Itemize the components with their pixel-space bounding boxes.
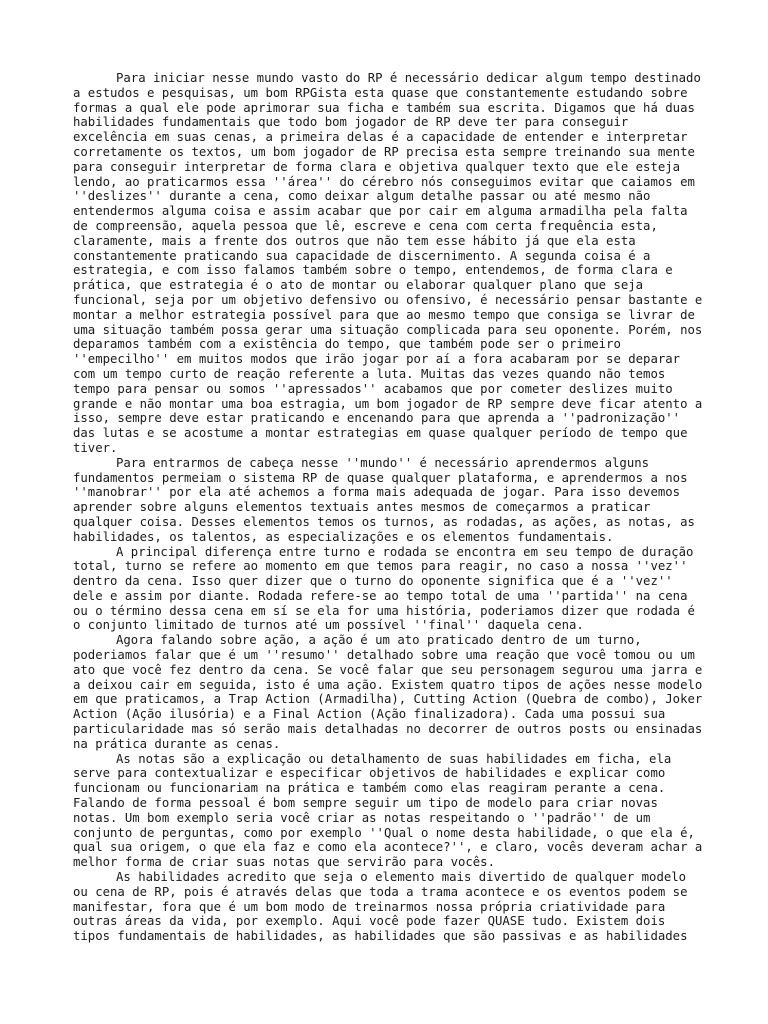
paragraph-fundamentals: Para entrarmos de cabeça nesse ''mundo'' é necessário aprendermos alguns fundamentos permeiam o sistema RP de quase qualquer plataforma, e aprendermos a nos ''manobrar'' por ela até achemos a forma mais adequada de jogar. Para isso devemos aprender sobre alguns elementos textuais antes mesmos de começarmos a praticar qualquer coisa. Desses elementos temos os turnos, as rodadas, as ações, as notas, as habilidades, os talentos, as especializações e os elementos fundamentais.	[73, 455, 695, 544]
paragraph-abilities: As habilidades acredito que seja o elemento mais divertido de qualquer modelo ou cena de RP, pois é através delas que toda a trama acontece e os eventos podem se manifestar, fora que é um bom modo de treinarmos nossa própria criatividade para outras áreas da vida, por exemplo. Aqui você pode fazer QUASE tudo. Existem dois tipos fundamentais de habilidades, as habilidades que são passivas e as habilidades	[73, 870, 688, 944]
paragraph-actions: Agora falando sobre ação, a ação é um ato praticado dentro de um turno, poderiamos falar que é um ''resumo'' detalhado sobre uma reação que você tomou ou um ato que você fez dentro da cena. Se você falar que seu personagem segurou uma jarra e a deixou cair em seguida, isto é uma ação. Existem quatro tipos de ações nesse modelo em que praticamos, a Trap Action (Armadilha), Cutting Action (Quebra de combo), Joker Action (Ação ilusória) e a Final Action (Ação finalizadora). Cada uma possui sua particularidade mas só serão mais detalhadas no decorrer de outros posts ou ensinadas na prática durante as cenas.	[73, 633, 703, 751]
paragraph-intro: Para iniciar nesse mundo vasto do RP é necessário dedicar algum tempo destinado a estudos e pesquisas, um bom RPGista esta quase que constantemente estudando sobre formas a qual ele pode aprimorar sua ficha e também sua escrita. Digamos que há duas habilidades fundamentais que todo bom jogador de RP deve ter para conseguir excelência em suas cenas, a primeira delas é a capacidade de entender e interpretar corretamente os textos, um bom jogador de RP precisa esta sempre treinando sua mente para conseguir interpretar de forma clara e objetiva qualquer texto que ele esteja lendo, ao praticarmos essa ''área'' do cérebro nós conseguimos evitar que caiamos em ''deslizes'' durante a cena, como deixar algum detalhe passar ou até mesmo não entendermos alguma coisa e assim acabar que por cair em alguma armadilha pela falta de compreensão, aquela pessoa que lê, escreve e cena com certa frequência esta, claramente, mais a frente dos outros que não tem esse hábito já que ela esta constantemente praticando sua capacidade de discernimento. A segunda coisa é a estrategia, e com isso falamos também sobre o tempo, entendemos, de forma clara e prática, que estrategia é o ato de montar ou elaborar qualquer plano que seja funcional, seja por um objetivo defensivo ou ofensivo, é necessário pensar bastante e montar a melhor estrategia possível para que ao mesmo tempo que consiga se livrar de uma situação também possa gerar uma situação complicada para seu oponente. Porém, nos deparamos também com a existência do tempo, que também pode ser o primeiro ''empecilho'' em muitos modos que irão jogar por aí a fora acabaram por se deparar com um tempo curto de reação referente a luta. Muitas das vezes quando não temos tempo para pensar ou somos ''apressados'' acabamos que por cometer deslizes muito grande e não montar uma boa estragia, um bom jogador de RP sempre deve ficar atento a isso, sempre deve estar praticando e encenando para que aprenda a ''padronização'' das lutas e se acostume a montar estrategias em quase qualquer período de tempo que tiver.	[73, 71, 703, 455]
document-page	[73, 71, 703, 944]
paragraph-turn-round: A principal diferença entre turno e rodada se encontra em seu tempo de duração total, turno se refere ao momento em que temos para reagir, no caso a nossa ''vez'' dentro da cena. Isso quer dizer que o turno do oponente significa que é a ''vez'' dele e assim por diante. Rodada refere-se ao tempo total de uma ''partida'' na cena ou o término dessa cena em sí se ela for uma história, poderiamos dizer que rodada é o conjunto limitado de turnos até um possível ''final'' daquela cena.	[73, 544, 695, 633]
paragraph-notes: As notas são a explicação ou detalhamento de suas habilidades em ficha, ela serve para contextualizar e especificar objetivos de habilidades e explicar como funcionam ou funcionariam na prática e também como elas reagiram perante a cena. Falando de forma pessoal é bom sempre seguir um tipo de modelo para criar novas notas. Um bom exemplo seria você criar as notas respeitando o ''padrão'' de um conjunto de perguntas, como por exemplo ''Qual o nome desta habilidade, o que ela é, qual sua origem, o que ela faz e como ela acontece?'', e claro, vocês deveram achar a melhor forma de criar suas notas que servirão para vocês.	[73, 751, 703, 870]
